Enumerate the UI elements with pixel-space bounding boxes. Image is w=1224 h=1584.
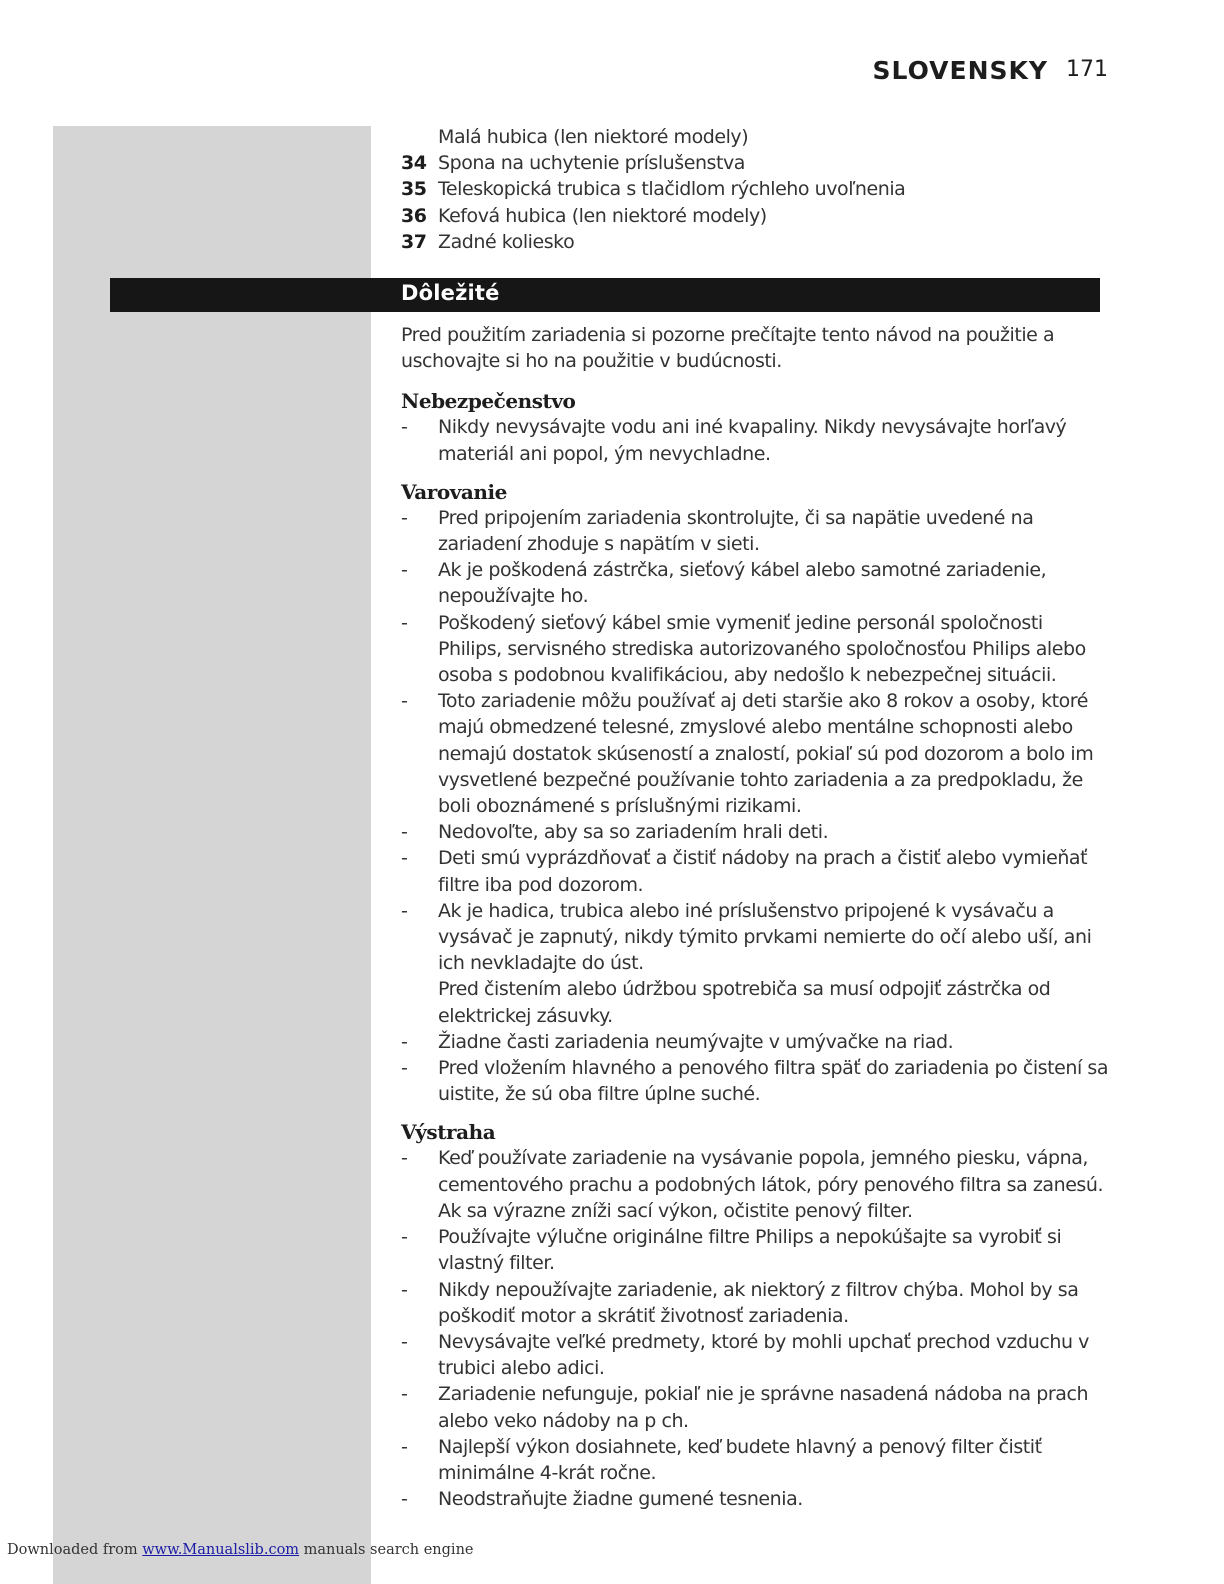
part-label: Zadné koliesko [438, 230, 575, 253]
list-item [401, 819, 1109, 845]
parts-list-item [401, 229, 1121, 255]
parts-list-item [401, 124, 1121, 150]
list-item [401, 1055, 1109, 1107]
dash-bullet: - [401, 1030, 408, 1053]
dash-bullet: - [401, 1057, 408, 1080]
dash-bullet: - [401, 1488, 408, 1511]
list-item-text: Žiadne časti zariadenia neumývajte v umývačke na riad. [438, 1030, 954, 1053]
list-item-text: Nedovoľte, aby sa so zariadením hrali deti. [438, 821, 829, 844]
dash-bullet: - [401, 821, 408, 844]
list-item-text: Nikdy nepoužívajte zariadenie, ak niektorý z filtrov chýba. Mohol by sa poškodiť motor a skrátiť životnosť zariadenia. [438, 1278, 1079, 1327]
language-header: SLOVENSKY [872, 56, 1048, 85]
part-number: 36 [401, 204, 427, 227]
list-item-text: Používajte výlučne originálne filtre Philips a nepokúšajte sa vyrobiť si vlastný filter. [438, 1226, 1062, 1275]
list-item-text: Keď používate zariadenie na vysávanie popola, jemného piesku, vápna, cementového prachu a podobných látok, póry penového filtra sa zanesú. Ak sa výrazne zníži sací výkon, očistite penový filter. [438, 1147, 1104, 1222]
list-item [401, 557, 1109, 609]
list-item [401, 898, 1109, 977]
list-item-text: Deti smú vyprázdňovať a čistiť nádoby na prach a čistiť alebo vymieňať filtre iba pod dozorom. [438, 847, 1088, 896]
list-item-text: Nevysávajte veľké predmety, ktoré by mohli upchať prechod vzduchu v trubici alebo adici. [438, 1330, 1089, 1380]
dash-bullet: - [401, 899, 408, 922]
parts-list-item [401, 150, 1121, 176]
list-item [401, 1486, 1109, 1512]
list-item-text: Ak je poškodená zástrčka, sieťový kábel alebo samotné zariadenie, nepoužívajte ho. [438, 559, 1047, 608]
part-number [401, 124, 438, 150]
list-item [401, 1434, 1109, 1486]
part-label: Teleskopická trubica s tlačidlom rýchleho uvoľnenia [438, 178, 906, 201]
part-label: Kefová hubica (len niektoré modely) [438, 204, 767, 227]
list-item [401, 1224, 1109, 1276]
list-item-text: Toto zariadenie môžu používať aj deti staršie ako 8 rokov a osoby, ktoré majú obmedzené telesné, zmyslové alebo mentálne schopnosti alebo nemajú dostatok skúseností a znalostí, pokiaľ sú pod dozorom a bolo im vysvetlené bezpečné používanie tohto zariadenia a za predpokladu, že boli oboznámené s príslušnými rizikami. [438, 690, 1094, 818]
part-label: Spona na uchytenie príslušenstva [438, 152, 745, 175]
list-item [401, 845, 1109, 897]
danger-list [401, 414, 1109, 466]
list-item [401, 1145, 1109, 1224]
part-number: 34 [401, 152, 427, 175]
list-item-text: Pred vložením hlavného a penového filtra späť do zariadenia po čistení sa uistite, že sú oba filtre úplne suché. [438, 1057, 1109, 1106]
dash-bullet: - [401, 1330, 408, 1353]
manualslib-link[interactable]: www.Manualslib.com [142, 1542, 300, 1558]
dash-bullet: - [401, 506, 408, 529]
dash-bullet: - [401, 1147, 408, 1170]
list-item-text: Ak je hadica, trubica alebo iné príslušenstvo pripojené k vysávaču a vysávač je zapnutý, nikdy týmito prvkami nemierte do očí alebo uší, ani ich nevkladajte do úst. [438, 899, 1092, 975]
list-item [401, 505, 1109, 557]
warning-list-continued [401, 1029, 1109, 1108]
list-item-text: Zariadenie nefunguje, pokiaľ nie je správne nasadená nádoba na prach alebo veko nádoby na p ch. [438, 1383, 1089, 1432]
list-item [401, 1029, 1109, 1055]
important-section-content [401, 322, 1109, 1524]
parts-list-item [401, 176, 1121, 202]
caution-list [401, 1145, 1109, 1512]
parts-list [401, 124, 1121, 255]
part-number: 35 [401, 178, 427, 201]
download-footer [7, 1542, 474, 1558]
dash-bullet: - [401, 1435, 408, 1458]
list-item [401, 1329, 1109, 1381]
list-item-text: Nikdy nevysávajte vodu ani iné kvapaliny. Nikdy nevysávajte horľavý materiál ani popol, ým nevychladne. [438, 416, 1067, 465]
dash-bullet: - [401, 847, 408, 870]
dash-bullet: - [401, 690, 408, 713]
part-label: Malá hubica (len niektoré modely) [438, 126, 749, 148]
footer-prefix: Downloaded from [7, 1542, 138, 1558]
parts-list-item [401, 203, 1121, 229]
left-margin-panel [53, 126, 371, 1584]
list-item [401, 610, 1109, 689]
intro-paragraph: Pred použitím zariadenia si pozorne prečítajte tento návod na použitie a uschovajte si ho na použitie v budúcnosti. [401, 324, 1055, 373]
list-item [401, 414, 1109, 466]
dash-bullet: - [401, 1383, 408, 1406]
caution-heading: Výstraha [401, 1120, 496, 1145]
dash-bullet: - [401, 559, 408, 582]
list-item-text: Najlepší výkon dosiahnete, keď budete hlavný a penový filter čistiť minimálne 4-krát ročne. [438, 1435, 1042, 1484]
list-item [401, 1277, 1109, 1329]
warning-list [401, 505, 1109, 977]
continuation-paragraph: Pred čistením alebo údržbou spotrebiča sa musí odpojiť zástrčka od elektrickej zásuvky. [438, 978, 1051, 1027]
list-item [401, 1381, 1109, 1433]
footer-suffix: manuals search engine [303, 1542, 474, 1558]
list-item [401, 688, 1109, 819]
list-item-text: Poškodený sieťový kábel smie vymeniť jedine personál spoločnosti Philips, servisného strediska autorizovaného spoločnosťou Philips alebo osoba s podobnou kvalifikáciou, aby nedošlo k nebezpečnej situácii. [438, 611, 1086, 687]
list-item-text: Neodstraňujte žiadne gumené tesnenia. [438, 1488, 803, 1511]
part-number: 37 [401, 230, 427, 253]
section-title: Dôležité [401, 281, 500, 305]
danger-heading: Nebezpečenstvo [401, 389, 576, 414]
warning-heading: Varovanie [401, 479, 507, 504]
list-item-text: Pred pripojením zariadenia skontrolujte, či sa napätie uvedené na zariadení zhoduje s napätím v sieti. [438, 506, 1034, 556]
dash-bullet: - [401, 416, 408, 439]
section-header-bar [110, 278, 1100, 312]
dash-bullet: - [401, 611, 408, 634]
dash-bullet: - [401, 1278, 408, 1301]
dash-bullet: - [401, 1226, 408, 1249]
page-number: 171 [1066, 57, 1108, 82]
